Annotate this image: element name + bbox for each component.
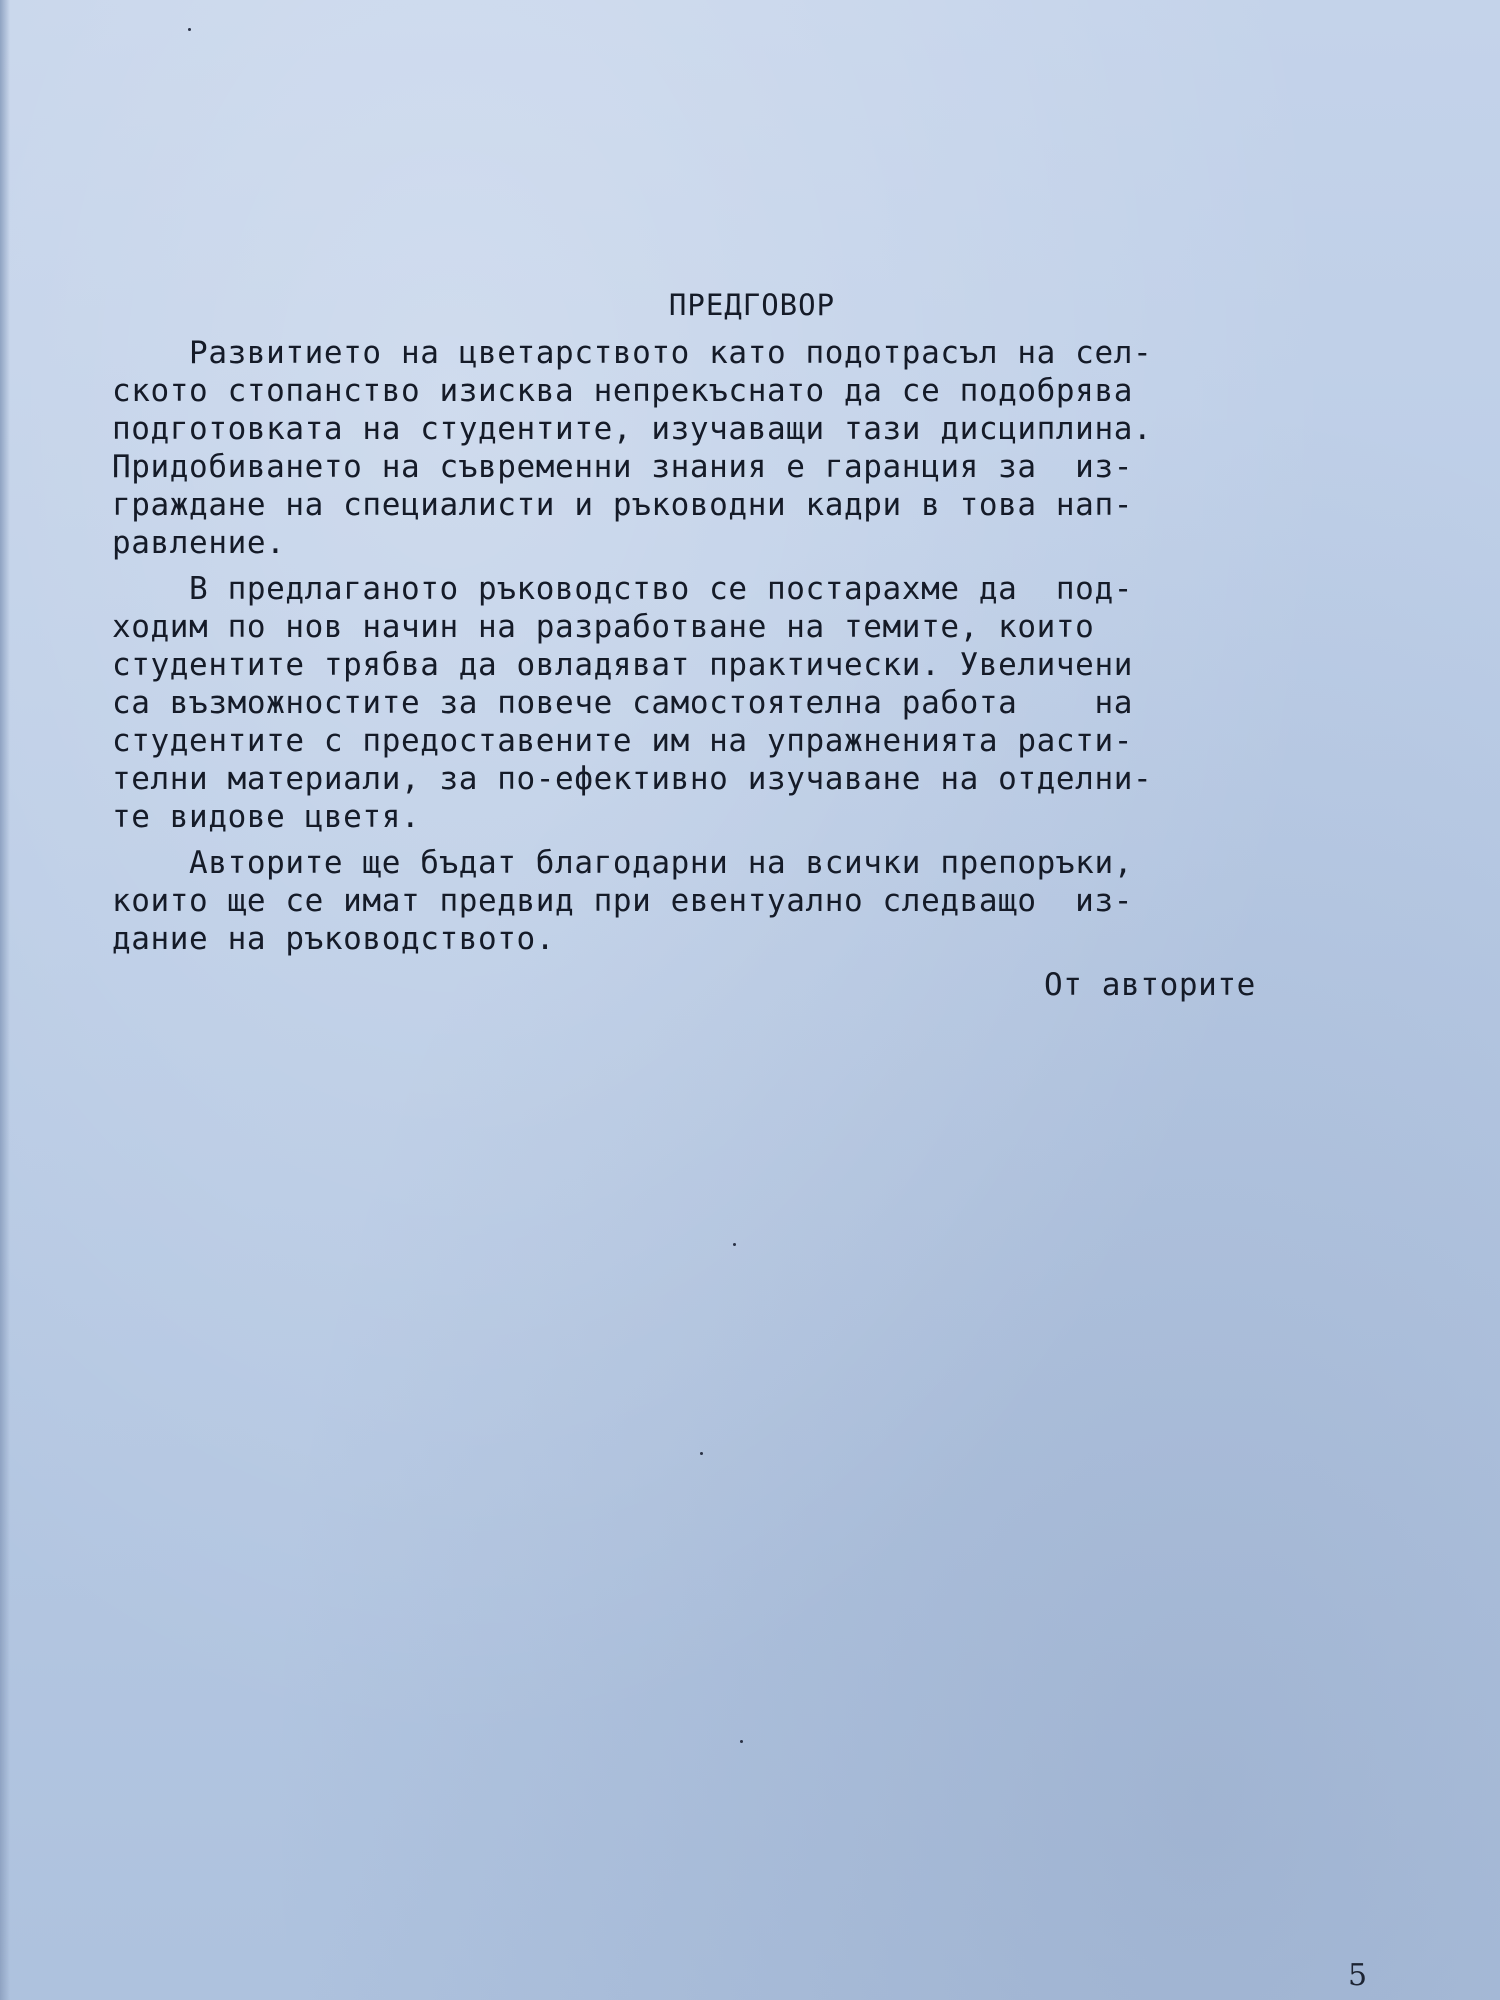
paper-speck	[188, 28, 191, 31]
text-line: граждане на специалисти и ръководни кадри в това нап-	[112, 487, 1133, 523]
text-line: В предлаганото ръководство се постарахме да под-	[112, 571, 1133, 607]
text-line: дание на ръководството.	[112, 921, 556, 957]
text-line: ското стопанство изисква непрекъснато да се подобрява	[112, 373, 1133, 409]
text-line: ходим по нов начин на разработване на темите, които	[112, 609, 1095, 645]
text-line: Авторите ще бъдат благодарни на всички препоръки,	[112, 845, 1133, 881]
page-shadow-edge	[0, 0, 10, 2000]
signature: От авторите	[1044, 967, 1256, 1003]
text-line: равление.	[112, 525, 286, 561]
text-line: студентите с предоставените им на упражненията расти-	[112, 723, 1133, 759]
text-line: подготовката на студентите, изучаващи тази дисциплина.	[112, 411, 1153, 447]
text-line: Придобиването на съвременни знания е гаранция за из-	[112, 449, 1133, 485]
text-line: телни материали, за по-ефективно изучаване на отделни-	[112, 761, 1153, 797]
text-line: които ще се имат предвид при евентуално следващо из-	[112, 883, 1133, 919]
text-line: студентите трябва да овладяват практически. Увеличени	[112, 647, 1133, 683]
paper-speck	[733, 1243, 736, 1246]
text-line: са възможностите за повече самостоятелна работа на	[112, 685, 1133, 721]
preface-title: ПРЕДГОВОР	[668, 288, 836, 322]
text-line: Развитието на цветарството като подотрасъл на сел-	[112, 335, 1153, 371]
page-number: 5	[1348, 1958, 1368, 1993]
paper-speck	[700, 1452, 703, 1455]
text-line: те видове цветя.	[112, 799, 421, 835]
paper-speck	[740, 1740, 743, 1743]
